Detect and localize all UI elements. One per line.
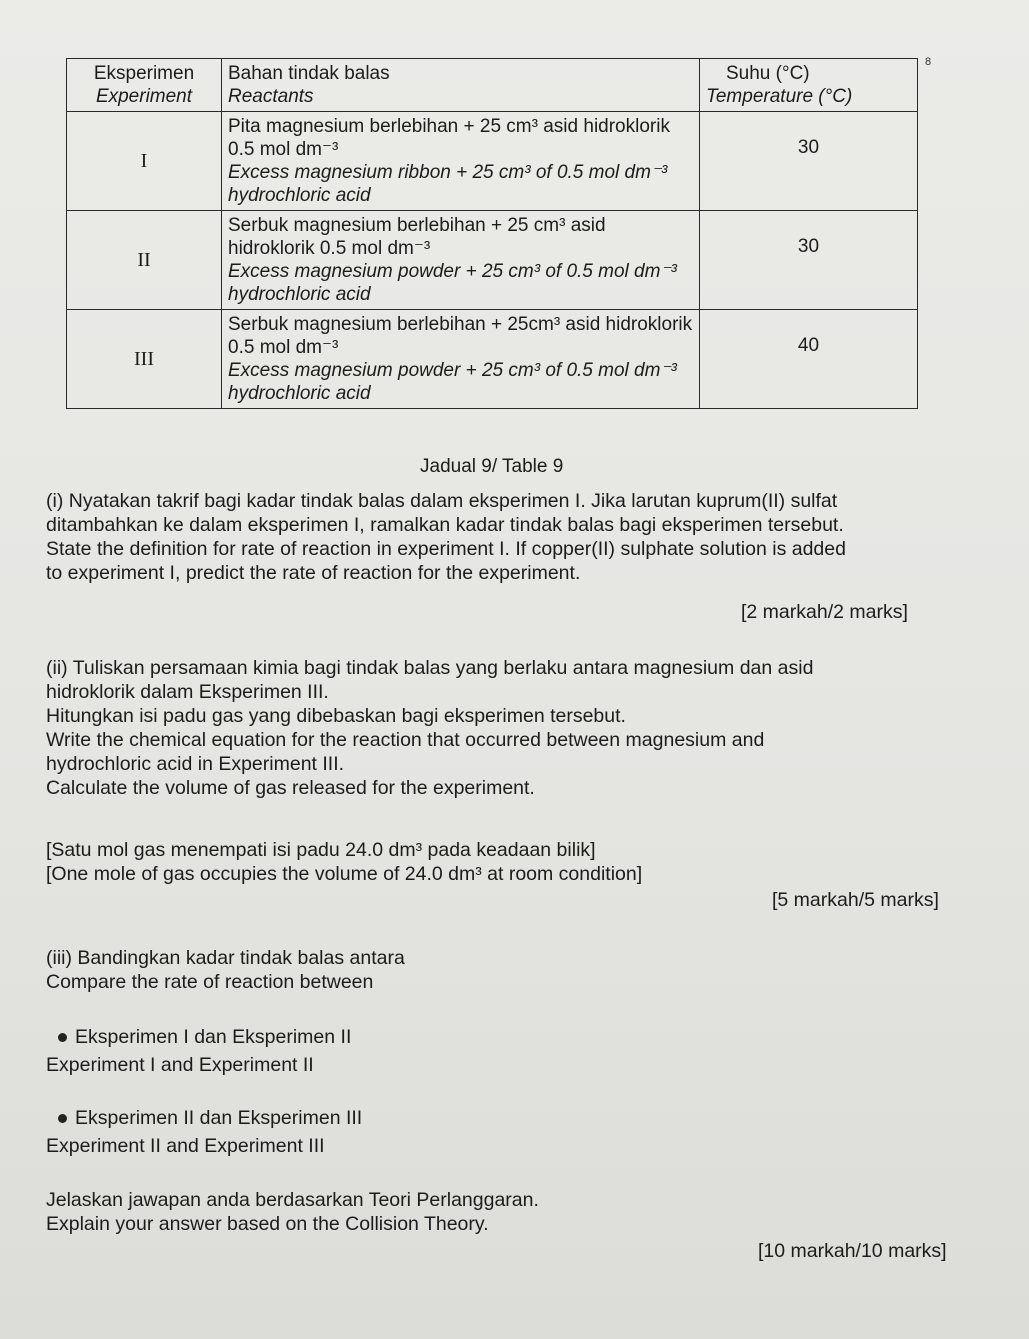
q2-note (46, 838, 966, 886)
q3-bullet-1 (46, 1025, 966, 1077)
bullet1-ms: Eksperimen I dan Eksperimen II (75, 1026, 352, 1048)
header-temperature (700, 59, 918, 112)
q2-ms-line1: (ii) Tuliskan persamaan kimia bagi tindak balas yang berlaku antara magnesium dan asid (46, 657, 814, 679)
header-reactants-ms: Bahan tindak balas (228, 63, 390, 84)
header-reactants-en: Reactants (228, 86, 314, 107)
header-temp-ms: Suhu (°C) (726, 63, 810, 84)
q2-en-line1: Write the chemical equation for the reaction that occurred between magnesium and (46, 729, 765, 751)
temperature-cell: 30 (700, 112, 918, 211)
bullet2-en: Experiment II and Experiment III (46, 1135, 325, 1157)
question-i (46, 489, 966, 585)
reactant-en: Excess magnesium powder + 25 cm³ of 0.5 mol dm⁻³ hydrochloric acid (228, 360, 677, 404)
question-ii (46, 656, 966, 800)
header-temp-en: Temperature (°C) (706, 86, 853, 107)
q2-marks: [5 markah/5 marks] (772, 889, 939, 911)
table-9 (66, 58, 918, 409)
q2-ms-line2: hidroklorik dalam Eksperimen III. (46, 681, 329, 703)
question-iii (46, 946, 966, 994)
explain-en: Explain your answer based on the Collision Theory. (46, 1213, 489, 1235)
bullet1-en: Experiment I and Experiment II (46, 1054, 314, 1076)
bullet2-ms: Eksperimen II dan Eksperimen III (75, 1107, 363, 1129)
reactant-ms: Serbuk magnesium berlebihan + 25cm³ asid hidroklorik 0.5 mol dm⁻³ (228, 314, 693, 358)
experiment-cell: II (67, 211, 222, 310)
margin-mark: 8 (925, 56, 932, 68)
reactant-cell (222, 310, 700, 409)
reactant-en: Excess magnesium powder + 25 cm³ of 0.5 mol dm⁻³ hydrochloric acid (228, 261, 677, 305)
q2-ms-line3: Hitungkan isi padu gas yang dibebaskan bagi eksperimen tersebut. (46, 705, 626, 727)
bullet-icon (58, 1033, 67, 1042)
q2-en-line2: hydrochloric acid in Experiment III. (46, 753, 345, 775)
header-experiment-en: Experiment (95, 86, 193, 107)
header-experiment (67, 59, 222, 112)
q1-en-line2: to experiment I, predict the rate of reaction for the experiment. (46, 562, 581, 584)
reactant-en: Excess magnesium ribbon + 25 cm³ of 0.5 mol dm⁻³ hydrochloric acid (228, 162, 668, 206)
temperature-cell: 40 (700, 310, 918, 409)
explain-ms: Jelaskan jawapan anda berdasarkan Teori Perlanggaran. (46, 1189, 539, 1211)
q1-ms-line2: ditambahkan ke dalam eksperimen I, ramalkan kadar tindak balas bagi eksperimen tersebut. (46, 514, 844, 536)
q3-ms-line1: (iii) Bandingkan kadar tindak balas antara (46, 947, 405, 969)
q3-bullet-2 (46, 1106, 966, 1158)
q2-note-en: [One mole of gas occupies the volume of 24.0 dm³ at room condition] (46, 863, 643, 885)
q1-marks: [2 markah/2 marks] (741, 601, 908, 623)
q3-marks: [10 markah/10 marks] (758, 1240, 947, 1262)
header-reactants (222, 59, 700, 112)
table-row (67, 112, 918, 211)
reactant-cell (222, 112, 700, 211)
bullet-icon (58, 1114, 67, 1123)
q1-en-line1: State the definition for rate of reaction in experiment I. If copper(II) sulphate solution is added (46, 538, 846, 560)
experiment-cell: III (67, 310, 222, 409)
reactant-cell (222, 211, 700, 310)
q3-en-line1: Compare the rate of reaction between (46, 971, 374, 993)
temperature-cell: 30 (700, 211, 918, 310)
table-row (67, 310, 918, 409)
reactant-ms: Serbuk magnesium berlebihan + 25 cm³ asid hidroklorik 0.5 mol dm⁻³ (228, 215, 606, 259)
experiment-cell: I (67, 112, 222, 211)
reactant-ms: Pita magnesium berlebihan + 25 cm³ asid hidroklorik 0.5 mol dm⁻³ (228, 116, 670, 160)
header-experiment-ms: Eksperimen (93, 63, 195, 84)
q3-explain (46, 1188, 966, 1236)
table-header-row (67, 59, 918, 112)
q1-ms-line1: (i) Nyatakan takrif bagi kadar tindak balas dalam eksperimen I. Jika larutan kuprum(II) sulfat (46, 490, 838, 512)
q2-note-ms: [Satu mol gas menempati isi padu 24.0 dm³ pada keadaan bilik] (46, 839, 596, 861)
table-row (67, 211, 918, 310)
table-caption: Jadual 9/ Table 9 (420, 456, 564, 477)
q2-en-line3: Calculate the volume of gas released for the experiment. (46, 777, 535, 799)
